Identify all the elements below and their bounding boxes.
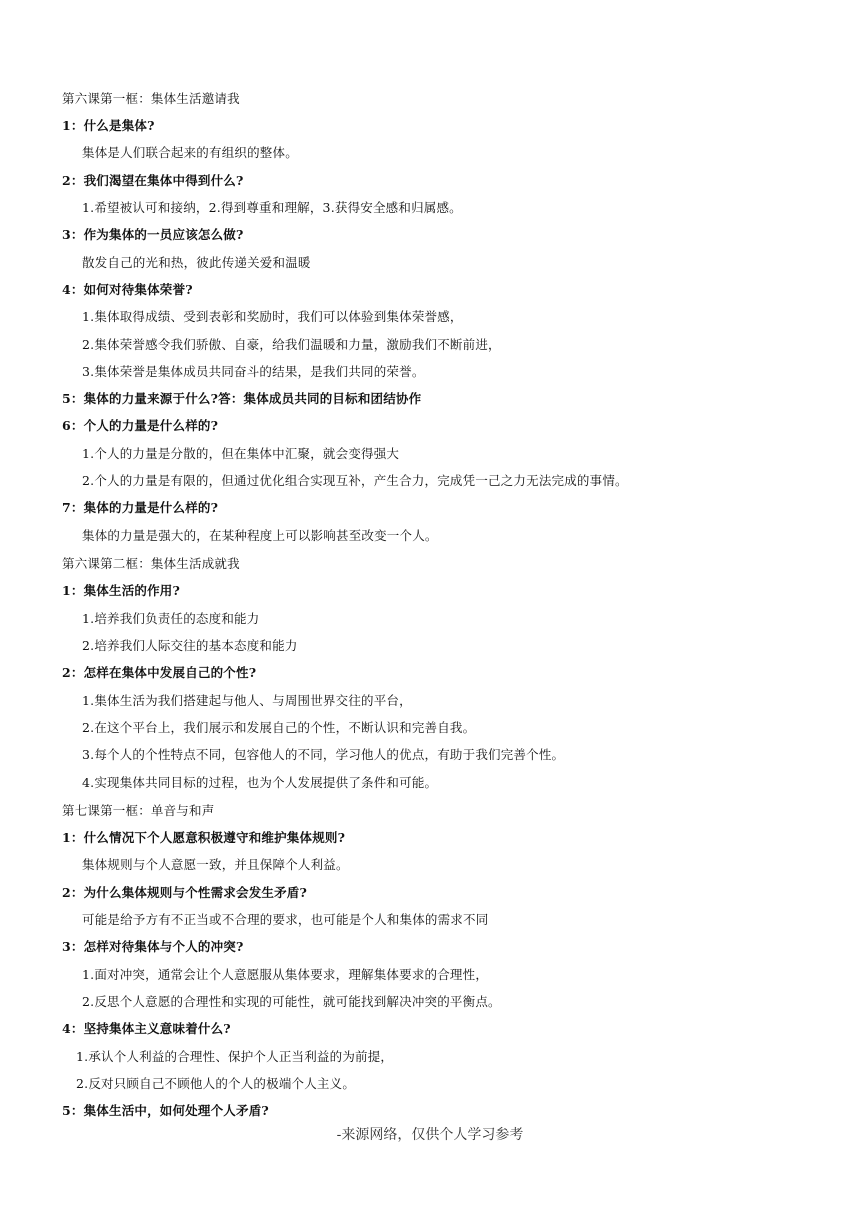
answer: 1.个人的力量是分散的，但在集体中汇聚，就会变得强大 (82, 446, 400, 461)
answer: 集体是人们联合起来的有组织的整体。 (82, 145, 298, 160)
question: 1：什么是集体? (62, 118, 155, 133)
question: 7：集体的力量是什么样的? (62, 500, 219, 515)
answer: 1.集体生活为我们搭建起与他人、与周围世界交往的平台， (82, 693, 412, 708)
answer: 1.培养我们负责任的态度和能力 (82, 611, 260, 626)
question: 3：作为集体的一员应该怎么做? (62, 227, 244, 242)
page-footer: -来源网络，仅供个人学习参考 (336, 1127, 524, 1143)
question: 1：集体生活的作用? (62, 583, 181, 598)
answer: 2.反对只顾自己不顾他人的个人的极端个人主义。 (76, 1076, 356, 1091)
answer: 4.实现集体共同目标的过程，也为个人发展提供了条件和可能。 (82, 775, 438, 790)
question: 5：集体生活中，如何处理个人矛盾? (62, 1103, 269, 1118)
answer: 2.在这个平台上，我们展示和发展自己的个性，不断认识和完善自我。 (82, 720, 476, 735)
answer: 集体的力量是强大的，在某种程度上可以影响甚至改变一个人。 (82, 528, 438, 543)
answer: 1.希望被认可和接纳，2.得到尊重和理解，3.获得安全感和归属感。 (82, 200, 462, 215)
answer: 3.集体荣誉是集体成员共同奋斗的结果，是我们共同的荣誉。 (82, 364, 425, 379)
question: 2：为什么集体规则与个性需求会发生矛盾? (62, 885, 308, 900)
answer: 2.培养我们人际交往的基本态度和能力 (82, 638, 298, 653)
answer: 2.反思个人意愿的合理性和实现的可能性，就可能找到解决冲突的平衡点。 (82, 994, 501, 1009)
question: 4：坚持集体主义意味着什么? (62, 1021, 231, 1036)
question: 4：如何对待集体荣誉? (62, 282, 193, 297)
question: 3：怎样对待集体与个人的冲突? (62, 939, 244, 954)
answer: 1.面对冲突，通常会让个人意愿服从集体要求，理解集体要求的合理性， (82, 967, 489, 982)
section-heading: 第六课第一框：集体生活邀请我 (62, 91, 240, 106)
question: 2：怎样在集体中发展自己的个性? (62, 665, 257, 680)
answer: 1.集体取得成绩、受到表彰和奖励时，我们可以体验到集体荣誉感， (82, 309, 463, 324)
section-heading: 第七课第一框：单音与和声 (62, 803, 215, 818)
answer: 1.承认个人利益的合理性、保护个人正当利益的为前提， (76, 1049, 394, 1064)
answer: 集体规则与个人意愿一致，并且保障个人利益。 (82, 857, 349, 872)
answer: 2.个人的力量是有限的，但通过优化组合实现互补，产生合力，完成凭一己之力无法完成的事情。 (82, 473, 628, 488)
answer: 3.每个人的个性特点不同，包容他人的不同，学习他人的优点，有助于我们完善个性。 (82, 747, 565, 762)
question: 1：什么情况下个人愿意积极遵守和维护集体规则? (62, 830, 346, 845)
question: 5：集体的力量来源于什么?答：集体成员共同的目标和团结协作 (62, 391, 422, 406)
answer: 2.集体荣誉感令我们骄傲、自豪，给我们温暖和力量，激励我们不断前进， (82, 337, 501, 352)
question: 2：我们渴望在集体中得到什么? (62, 173, 244, 188)
section-heading: 第六课第二框：集体生活成就我 (62, 556, 240, 571)
answer: 可能是给予方有不正当或不合理的要求，也可能是个人和集体的需求不同 (82, 912, 489, 927)
question: 6：个人的力量是什么样的? (62, 418, 219, 433)
answer: 散发自己的光和热，彼此传递关爱和温暖 (82, 255, 311, 270)
